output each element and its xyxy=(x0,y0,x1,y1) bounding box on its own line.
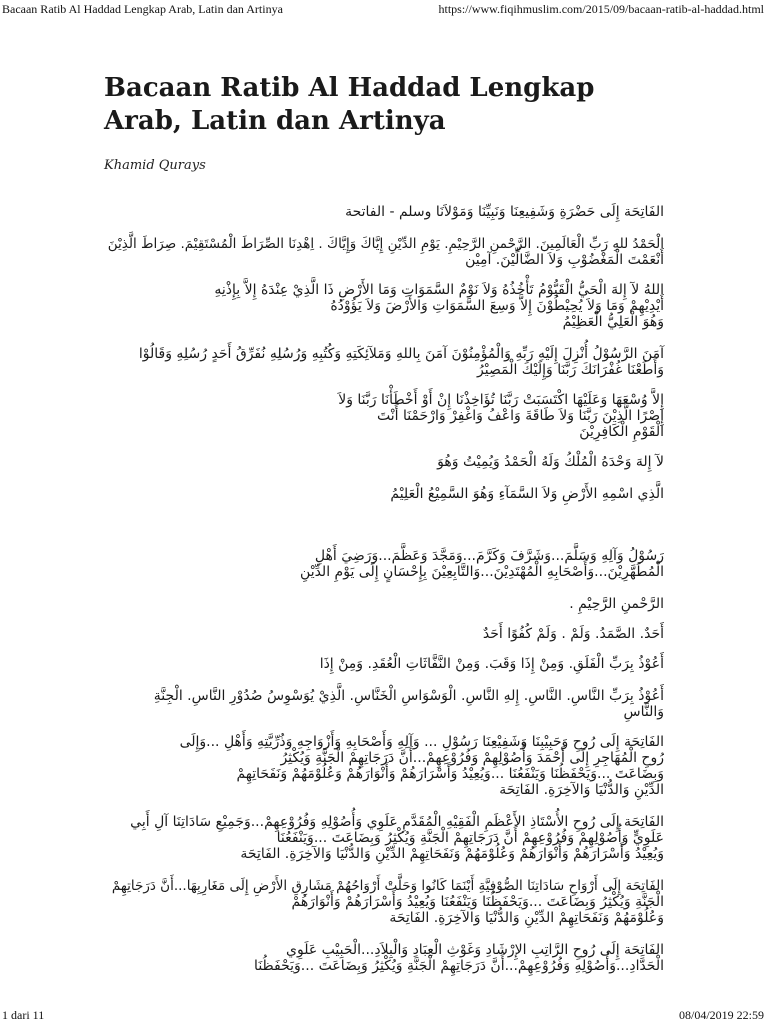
arabic-line: الفَاتِحَة إِلَى رُوحِ وَحَبِيْبِنَا وَشَفِيْعِنَا رَسُوْلِ ... وَآلِهِ وَأَصْحَابِهِ وَأَزْوَاجِهِ وَذُرِّيَّتِهِ وَأَهْلِ ...وَإِلَى xyxy=(179,734,664,750)
print-header-url[interactable]: https://www.fiqihmuslim.com/2015/09/bacaan-ratib-al-haddad.html xyxy=(438,2,764,16)
arabic-line: الدِّيْنِ وَالدُّنْيَا وَالآخِرَةِ. الفَاتِحَة xyxy=(499,782,664,798)
arabic-line: أَعُوْذُ بِرَبِّ النَّاسِ. النَّاسِ. إِلهِ النَّاسِ. الْوَسْوَاسِ الْخَنَّاسِ. الَّذِيْ يُوَسْوِسُ صُدُوْرِ النَّاسِ. الْجِنَّةِ xyxy=(153,688,664,704)
arabic-line: الرَّحْمنِ الرَّحِيْمِ . xyxy=(569,596,664,612)
arabic-line: الْقَوْمِ الْكَافِرِيْنَ xyxy=(579,424,664,440)
arabic-line: أَيْدِيْهِمْ وَمَا وَلاَ يُحِيْطُوْنَ إِلاَّ وَسِعَ السَّمَوَاتِ وَالأَرْضَ وَلاَ يَؤُوْدُهُ xyxy=(330,298,664,314)
print-datetime: 08/04/2019 22:59 xyxy=(678,1008,764,1022)
arabic-line: إِصْرًا الَّذِيْنَ رَبَّنَا وَلاَ طَاقَةَ وَاعْفُ وَاغْفِرْ وَارْحَمْنَا أَنْتَ xyxy=(376,408,664,424)
arabic-line: الفَاتِحَة إِلَى رُوحِ الرَّاتِبِ الإِرْشَادِ وَغَوْثِ الْعِبَادِ وَالْبِلاَدِ...الْحَبِيْبِ عَلَوِي xyxy=(286,942,664,958)
arabic-line: وَعُلُوْمَهُمْ وَنَفَحَاتِهِمْ الدِّيْنِ وَالدُّنْيَا وَالآخِرَةِ. الفَاتِحَة xyxy=(389,910,664,926)
arabic-line: آمَنَ الرَّسُوْلُ أُنْزِلَ إِلَيْهِ رَبِّهِ وَالْمُؤْمِنُوْنَ آمَنَ بِاللهِ وَمَلآئِكَتِهِ وَكُتُبِهِ وَرُسُلِهِ نُفَرِّقُ أَحَدٍ رُسُلِهِ وَقَالُوْا xyxy=(138,346,664,362)
arabic-line: الْمُطَهَّرِيْنَ...وَأَصْحَابِهِ الْمُهْتَدِيْنَ...وَالتَّابِعِيْنَ بِإِحْسَانٍ إِلَى يَوْمِ الدِّيْنِ xyxy=(300,564,664,580)
arabic-line: اللهُ لآ إِلهَ الْحَيُّ الْقَيُّوْمُ تَأْخُذُهُ وَلاَ نَوْمٌ السَّمَوَاتِ وَمَا الأَرْضِ ذَا الَّذِيْ عِنْدَهُ إِلاَّ بِإِذْنِهِ xyxy=(214,282,664,298)
arabic-line: لآ إِلهَ وَحْدَهُ الْمُلْكُ وَلَهُ الْحَمْدُ وَيُمِيْتُ وَهُوَ xyxy=(437,454,664,470)
arabic-line: عَلَوِيٍّ وَأُصُوْلِهِمْ وَفُرُوْعِهِمْ أَنَّ دَرَجَاتِهِمْ الْجَنَّةِ وَيُكْثِرُ وَبِضَاعَتَ ...وَيَنْفَعُنَا xyxy=(276,830,664,846)
arabic-line: أَعُوْذُ بِرَبِّ الْفَلَقِ. وَمِنْ إِذَا وَقَبَ. وَمِنْ النَّفَّاثَاتِ الْعُقَدِ. وَمِنْ إِذَا xyxy=(319,656,664,672)
print-footer xyxy=(0,1008,768,1022)
article-title: Bacaan Ratib Al Haddad Lengkap Arab, Latin dan Artinya xyxy=(104,73,595,136)
arabic-line: وَبِضَاعَتَ ...وَيَحْفَظُنَا وَيَنْفَعُنَا ...وَيُعِيْدُ وَأَسْرَارَهُمْ وَأَنْوَارَهُمْ وَعُلُوْمَهُمْ وَنَفَحَاتِهِمْ xyxy=(236,766,664,782)
arabic-line: وَيُعِيْدُ وَأَسْرَارَهُمْ وَأَنْوَارَهُمْ وَعُلُوْمَهُمْ وَنَفَحَاتِهِمْ الدِّيْنِ وَالدُّنْيَا وَالآخِرَةِ. الفَاتِحَة xyxy=(240,846,664,862)
arabic-line: وَالنَّاسِ xyxy=(623,704,664,720)
print-header-title: Bacaan Ratib Al Haddad Lengkap Arab, Latin dan Artinya xyxy=(2,2,283,16)
arabic-line: وَهُوَ الْعَلِيُّ الْعَظِيْمُ xyxy=(562,314,664,330)
arabic-line: رَسُوْلُ وَآلِهِ وَسَلَّمَ...وَشَرَّفَ وَكَرَّمَ...وَمَجَّدَ وَعَظَّمَ...وَرَضِيَ أَهْلِ xyxy=(314,548,664,564)
arabic-line: وَأَطَعْنَا غُفْرَانَكَ رَبَّنَا وَإِلَيْكَ الْمَصِيْرُ xyxy=(477,362,664,378)
arabic-line: الفَاتِحَة إِلَى أَرْوَاحِ سَادَاتِنَا الصُّوْفِيَّةِ أَيْنَمَا كَانُوا وَحَلَّتْ أَرْوَاحُهُمْ مَشَارِقِ الأَرْضِ إِلَى مَغَارِبِهَا...أَنَّ دَرَجَاتِهِمْ xyxy=(111,878,664,894)
arabic-line: أَنْعَمْتَ الْمَغْضُوْبِ وَلاَ الضَّالِّيْنَ. آمِيْن xyxy=(465,252,664,268)
arabic-line: أَحَدٌ. الصَّمَدُ. وَلَمْ . وَلَمْ كُفُوًا أَحَدٌ xyxy=(482,626,664,642)
arabic-line: الفَاتِحَة إِلَى حَضْرَةِ وَشَفِيعِنَا وَنَبِيِّنَا وَمَوْلاَنَا وسلم - الفاتحة xyxy=(345,204,664,220)
print-header xyxy=(0,2,768,16)
arabic-line: رُوحِ الْمُهَاجِرِ إِلَى أَحْمَدَ وَأُصُوْلِهِمْ وَفُرُوْعِهِمْ...أَنَّ دَرَجَاتِهِمْ الْجَنَّةِ وَيُكْثِرُ xyxy=(280,750,664,766)
arabic-line: الَّذِي اسْمِهِ الأَرْضِ وَلاَ السَّمَآءِ وَهُوَ السَّمِيْعُ الْعَلِيْمُ xyxy=(390,486,664,502)
arabic-line: الفَاتِحَة إِلَى رُوحِ الأُسْتَاذِ الأَعْظَمِ الْفَقِيْهِ الْمُقَدَّمِ عَلَوِي وَأُصُوْلِهِ وَفُرُوْعِهِمْ...وَجَمِيْعِ سَادَاتِنَا آلِ أَبِي xyxy=(130,814,664,830)
arabic-line: إِلاَّ وُسْعَهَا وَعَلَيْهَا اكْتَسَبَتْ رَبَّنَا تُؤَاخِذْنَا إِنْ أَوْ أَخْطَأْنَا رَبَّنَا وَلاَ xyxy=(338,392,664,408)
arabic-line: الْحَدَّادِ...وَأُصُوْلِهِ وَفُرُوْعِهِمْ...أَنَّ دَرَجَاتِهِمْ الْجَنَّةِ وَيُكْثِرُ وَبِضَاعَتَ ...وَيَحْفَظُنَا xyxy=(254,958,664,974)
arabic-line: الْجَنَّةِ وَيُكْثِرُ وَبِضَاعَتَ ...وَيَحْفَظُنَا وَيَنْفَعُنَا وَيُعِيْدُ وَأَسْرَارَهُمْ وَأَنْوَارَهُمْ xyxy=(291,894,664,910)
article-author[interactable]: Khamid Qurays xyxy=(104,158,206,173)
arabic-line: الْحَمْدُ للهِ رَبِّ الْعَالَمِينَ. الرَّحْمنِ الرَّحِيْمِ. يَوْمِ الدِّيْنِ إِيَّاكَ وَإِيَّاكَ . اِهْدِنَا الصِّرَاطَ الْمُسْتَقِيْمَ. صِرَاطَ الَّذِيْنَ xyxy=(107,236,664,252)
page-counter: 1 dari 11 xyxy=(2,1008,45,1022)
